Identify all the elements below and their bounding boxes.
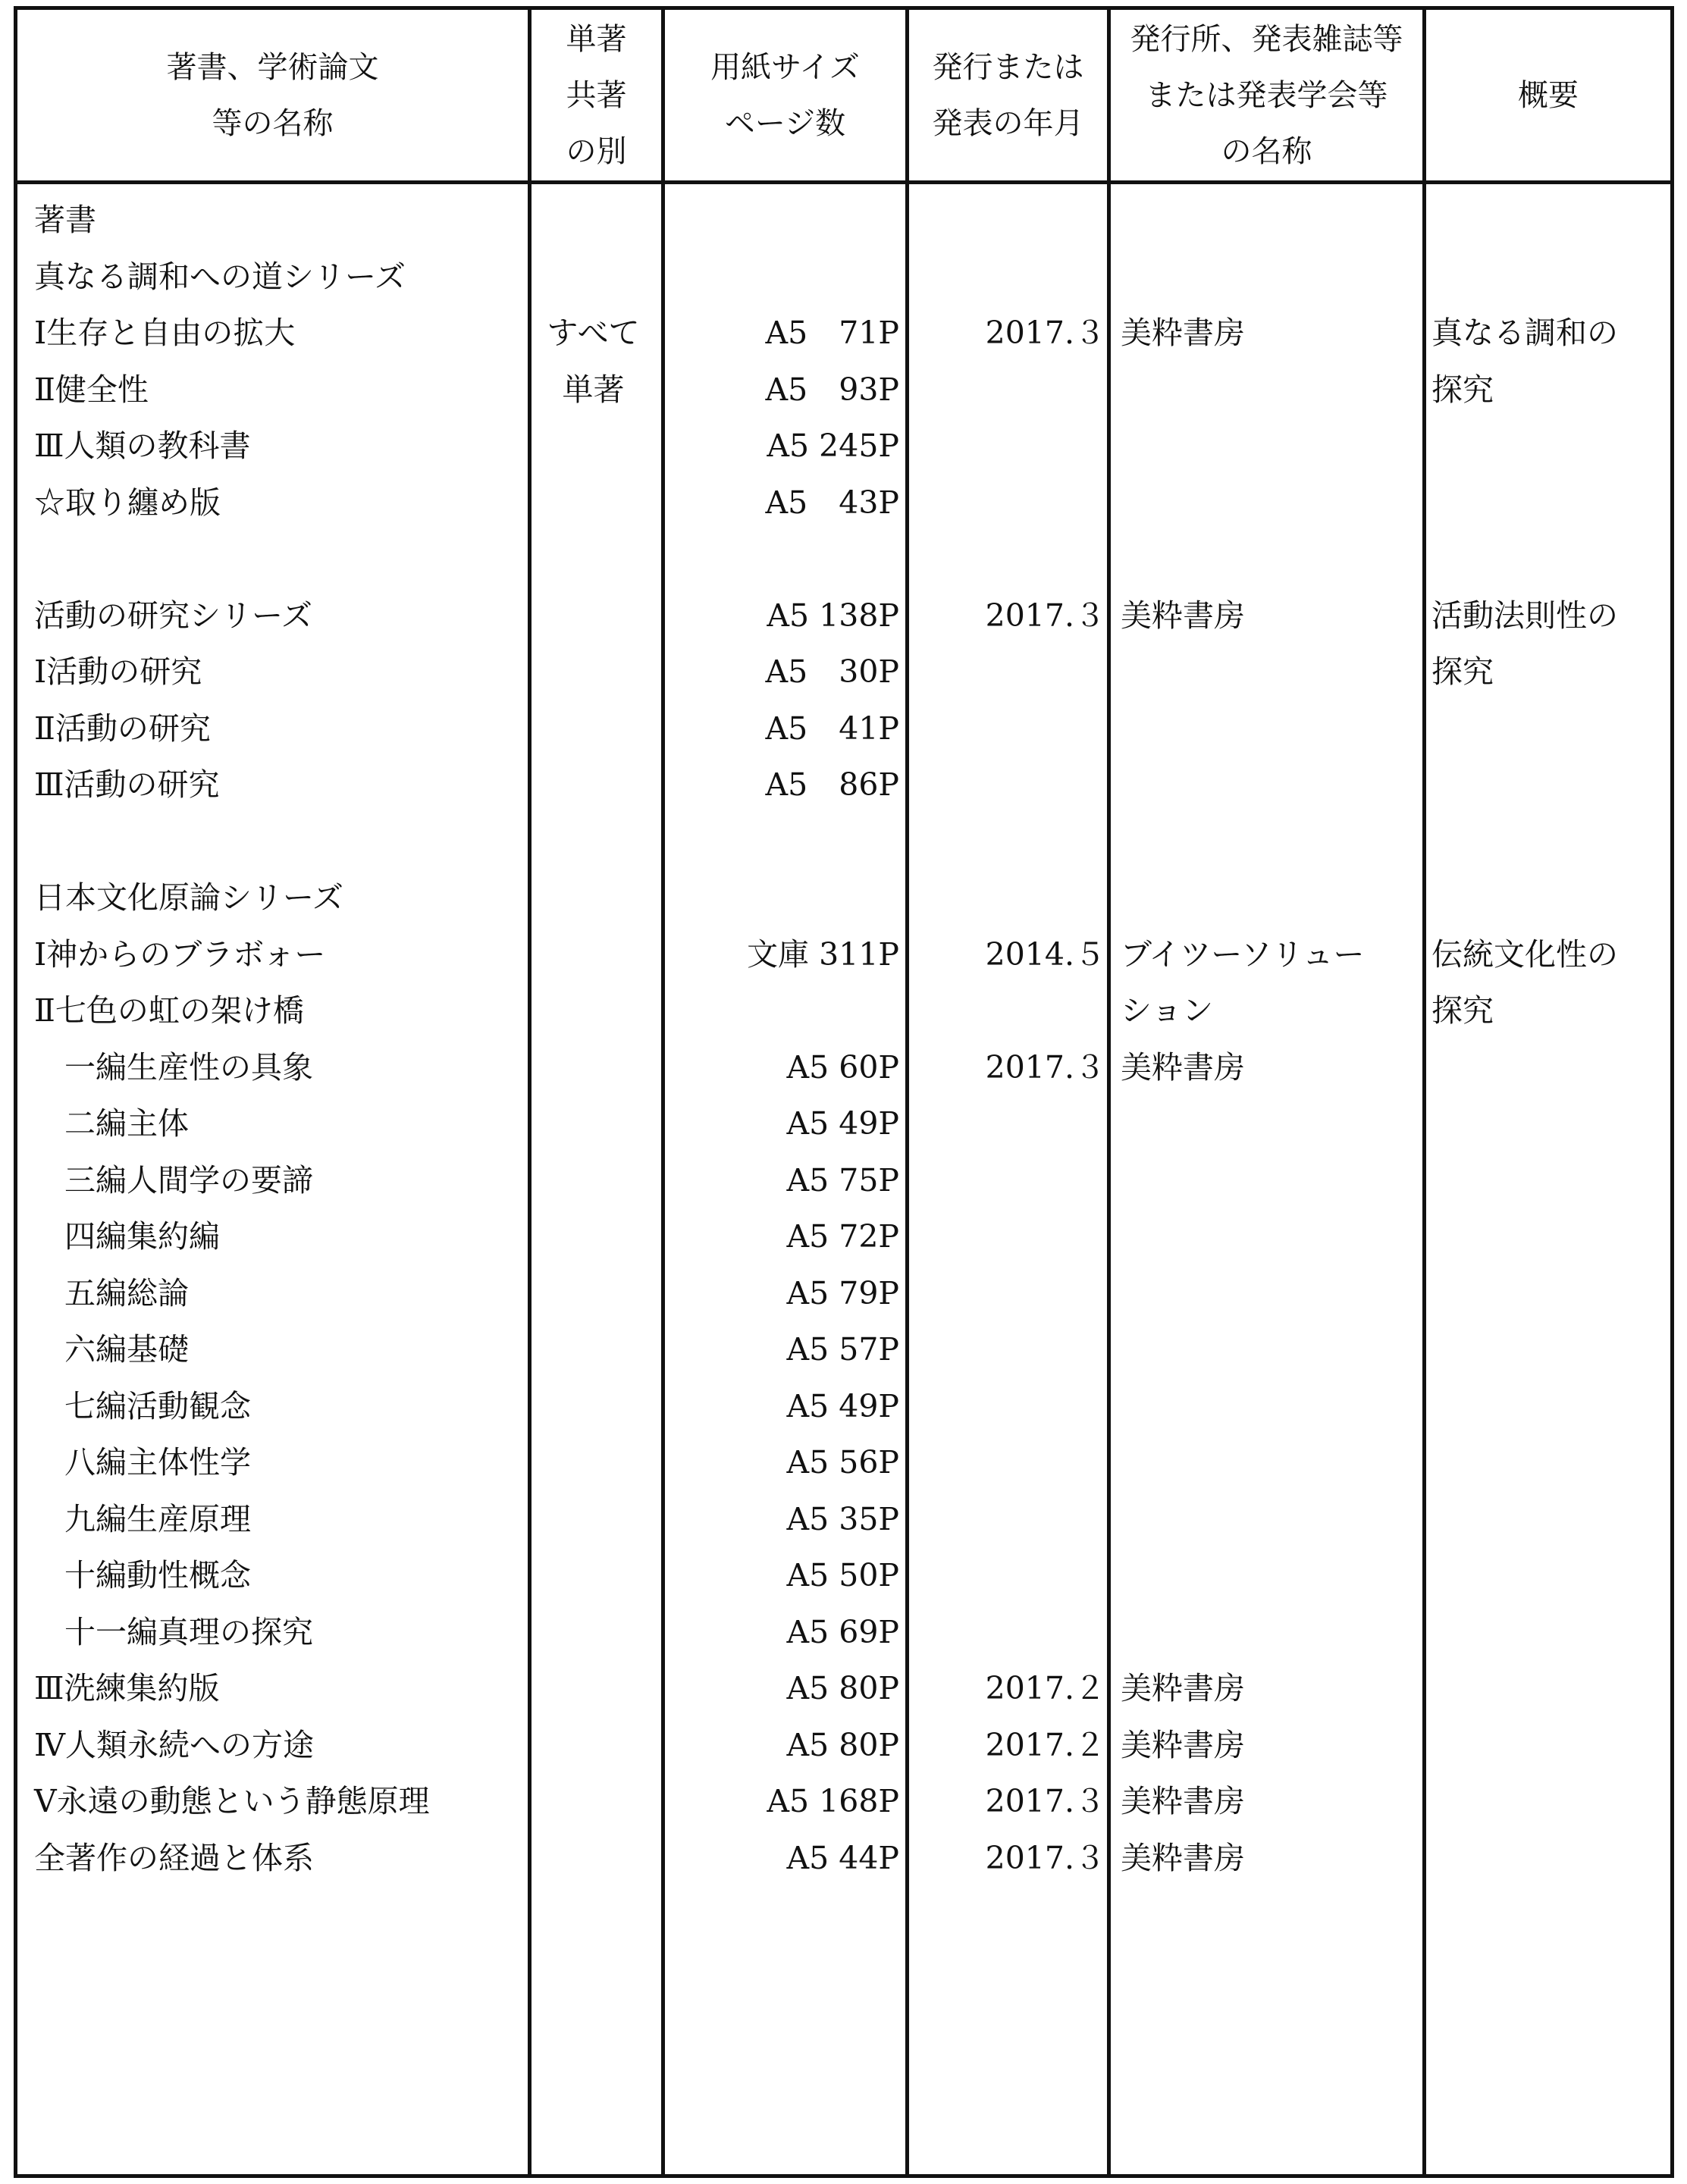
summary [1431,1773,1670,1830]
summary [1431,870,1670,926]
size-pages: A5 50P [786,1557,899,1593]
publish-date [912,1095,1105,1152]
publisher [1121,192,1420,249]
work-title: Ⅱ七色の虹の架け橋 [34,992,304,1029]
size-pages: 文庫 311P [747,935,899,973]
work-title: Ⅰ生存と自由の拡大 [34,315,296,351]
authorship [527,1265,660,1322]
summary: 探究 [1431,653,1494,690]
work-title: Ⅲ活動の研究 [34,766,220,803]
table-row [17,1773,1670,1830]
table-row [17,192,1670,249]
work-title: Ⅱ活動の研究 [34,710,211,747]
authorship [527,644,660,700]
publish-date [912,870,1105,926]
size-pages: A5 168P [767,1783,899,1819]
authorship [527,1830,660,1887]
publisher [1121,870,1420,926]
work-title: 六編基礎 [64,1331,189,1368]
authorship [527,1095,660,1152]
publish-date [912,1434,1105,1491]
publish-date [912,418,1105,475]
publish-date [912,249,1105,306]
work-title: 全著作の経過と体系 [34,1839,314,1876]
table-row [17,1547,1670,1604]
publisher [1121,362,1420,418]
publish-date: 2017.２ [985,1726,1105,1763]
table-row [17,305,1670,362]
publisher [1121,475,1420,531]
authorship [527,1208,660,1265]
authorship [527,1321,660,1378]
publish-date: 2017.３ [985,1839,1105,1876]
work-title: Ⅰ神からのブラボォー [34,935,326,973]
summary [1431,475,1670,531]
publish-date [912,1604,1105,1661]
authorship [527,418,660,475]
work-title: 九編生産原理 [64,1500,251,1537]
publisher: 美粋書房 [1121,1048,1245,1086]
authorship [527,1717,660,1774]
table-row [17,644,1670,700]
summary [1431,1152,1670,1209]
header-publisher: 発行所、発表雑誌等 または発表学会等 の名称 [1130,21,1403,169]
header-size-pages: 用紙サイズ ページ数 [710,49,860,141]
summary [1431,1830,1670,1887]
table-row [17,1095,1670,1152]
table-row [17,1208,1670,1265]
authorship [527,982,660,1039]
publisher [1121,1265,1420,1322]
table-row [17,1378,1670,1435]
publish-date [912,1265,1105,1322]
table-row [17,1717,1670,1774]
publisher [1121,1491,1420,1548]
size-pages: A5 80P [786,1670,899,1706]
authorship [527,1491,660,1548]
table-row [17,1321,1670,1378]
size-pages: A5 71P [765,315,899,351]
summary [1431,531,1670,588]
publish-date [912,700,1105,757]
size-pages: A5 69P [786,1613,899,1650]
work-title: 著書 [34,202,96,238]
publish-date [912,1208,1105,1265]
size-pages: A5 49P [786,1105,899,1142]
summary [1431,1378,1670,1435]
publish-date [912,475,1105,531]
table-row [17,982,1670,1039]
summary [1431,1434,1670,1491]
publisher [1121,757,1420,813]
size-pages: A5 35P [786,1500,899,1537]
summary [1431,1547,1670,1604]
publish-date: 2017.３ [985,597,1105,634]
publish-date: 2017.３ [985,1783,1105,1819]
authorship [527,700,660,757]
authorship [527,588,660,644]
size-pages: A5 41P [765,710,899,747]
table-row [17,1604,1670,1661]
publisher: 美粋書房 [1121,1783,1245,1819]
table-body [17,192,1670,1886]
publish-date: 2017.２ [985,1670,1105,1706]
publisher [1121,700,1420,757]
header-date: 発行または 発表の年月 [932,49,1084,141]
publisher: ブイツーソリュー [1121,935,1365,973]
size-pages: A5 57P [786,1331,899,1368]
publish-date [912,362,1105,418]
table-row [17,1830,1670,1887]
size-pages: A5 79P [786,1274,899,1311]
size-pages [666,249,901,306]
authorship [527,531,660,588]
table-row [17,813,1670,870]
publish-date [912,1491,1105,1548]
authorship [527,870,660,926]
table-row [17,1660,1670,1717]
publish-date [912,813,1105,870]
publisher [1121,531,1420,588]
publisher: ション [1121,992,1214,1029]
work-title: Ⅲ洗練集約版 [34,1670,220,1706]
size-pages: A5 72P [786,1218,899,1255]
publish-date [912,1378,1105,1435]
authorship [527,1152,660,1209]
work-title: 三編人間学の要諦 [64,1161,313,1199]
header-summary: 概要 [1518,77,1579,113]
table-row [17,700,1670,757]
authorship [527,1660,660,1717]
publish-date: 2014.５ [985,935,1105,973]
summary [1431,192,1670,249]
size-pages: A5 44P [786,1839,899,1876]
summary [1431,249,1670,306]
table-row [17,418,1670,475]
table-row [17,249,1670,306]
authorship [527,1434,660,1491]
publish-date [912,531,1105,588]
publisher [1121,1321,1420,1378]
work-title: 一編生産性の具象 [64,1048,313,1086]
authorship [527,192,660,249]
table-row [17,1434,1670,1491]
publish-date [912,644,1105,700]
size-pages: A5 93P [765,371,899,408]
size-pages: A5 80P [786,1726,899,1763]
work-title [34,813,535,870]
publish-date [912,192,1105,249]
summary: 活動法則性の [1431,597,1618,634]
publisher [1121,1378,1420,1435]
size-pages [666,982,901,1039]
table-row [17,757,1670,813]
table-row [17,1152,1670,1209]
header-authorship: 単著 共著 の別 [566,21,627,169]
work-title: Ⅱ健全性 [34,371,149,408]
work-title: Ⅲ人類の教科書 [34,428,251,464]
size-pages: A5 30P [765,653,899,690]
publisher [1121,1604,1420,1661]
authorship [527,1039,660,1096]
size-pages: A5 245P [767,428,899,464]
authorship [527,1604,660,1661]
publisher [1121,249,1420,306]
works-table [14,6,1674,2178]
table-row [17,531,1670,588]
authorship [527,813,660,870]
size-pages: A5 138P [767,597,899,634]
work-title: 五編総論 [64,1274,189,1311]
publisher [1121,1152,1420,1209]
size-pages: A5 75P [786,1161,899,1199]
publisher [1121,1208,1420,1265]
size-pages: A5 49P [786,1387,899,1424]
table-row [17,1265,1670,1322]
work-title: 八編主体性学 [64,1444,251,1481]
authorship [527,1773,660,1830]
publisher [1121,644,1420,700]
publisher: 美粋書房 [1121,1726,1245,1763]
publisher [1121,1547,1420,1604]
size-pages [666,813,901,870]
summary [1431,1208,1670,1265]
work-title: Ⅰ活動の研究 [34,653,202,690]
summary: 探究 [1431,992,1494,1029]
summary [1431,1265,1670,1322]
size-pages [666,870,901,926]
summary [1431,1095,1670,1152]
work-title: 活動の研究シリーズ [34,597,312,634]
summary: 伝統文化性の [1431,935,1618,973]
summary [1431,757,1670,813]
publisher: 美粋書房 [1121,315,1245,351]
size-pages: A5 43P [765,484,899,521]
publisher [1121,1095,1420,1152]
publisher [1121,813,1420,870]
size-pages: A5 60P [786,1048,899,1086]
summary [1431,1604,1670,1661]
work-title: 四編集約編 [64,1218,220,1255]
size-pages [666,192,901,249]
table-row [17,926,1670,983]
summary: 探究 [1431,371,1494,408]
work-title: Ⅳ人類永続への方途 [34,1726,314,1763]
authorship [527,757,660,813]
authorship: 単著 [562,371,625,408]
size-pages: A5 56P [786,1444,899,1481]
publisher [1121,418,1420,475]
publish-date [912,1547,1105,1604]
table-row [17,1491,1670,1548]
work-title [34,531,535,588]
publisher: 美粋書房 [1121,597,1245,634]
authorship [527,1547,660,1604]
summary [1431,1321,1670,1378]
publish-date: 2017.３ [985,1048,1105,1086]
authorship [527,475,660,531]
publish-date: 2017.３ [985,315,1105,351]
authorship [527,1378,660,1435]
size-pages: A5 86P [765,766,899,803]
summary [1431,700,1670,757]
work-title: 七編活動観念 [64,1387,251,1424]
summary [1431,1491,1670,1548]
publish-date [912,982,1105,1039]
table-row [17,588,1670,644]
summary [1431,1660,1670,1717]
publish-date [912,757,1105,813]
work-title: 十編動性概念 [64,1557,251,1593]
publish-date [912,1321,1105,1378]
publisher [1121,1434,1420,1491]
publish-date [912,1152,1105,1209]
summary [1431,813,1670,870]
publisher: 美粋書房 [1121,1670,1245,1706]
authorship [527,926,660,983]
table-row [17,1039,1670,1096]
table-row [17,870,1670,926]
summary: 真なる調和の [1431,315,1618,351]
summary [1431,418,1670,475]
size-pages [666,531,901,588]
authorship: すべて [547,315,640,351]
work-title: Ⅴ永遠の動態という静態原理 [34,1783,430,1819]
work-title: 十一編真理の探究 [64,1613,313,1650]
work-title: 二編主体 [64,1105,189,1142]
table-row [17,362,1670,418]
summary [1431,1039,1670,1096]
work-title: ☆取り纏め版 [34,484,221,521]
work-title: 日本文化原論シリーズ [34,879,343,916]
header-divider [17,180,1670,184]
work-title: 真なる調和への道シリーズ [34,258,406,295]
table-row [17,475,1670,531]
summary [1431,1717,1670,1774]
authorship [527,249,660,306]
publisher: 美粋書房 [1121,1839,1245,1876]
header-title: 著書、学術論文 等の名称 [166,49,379,141]
